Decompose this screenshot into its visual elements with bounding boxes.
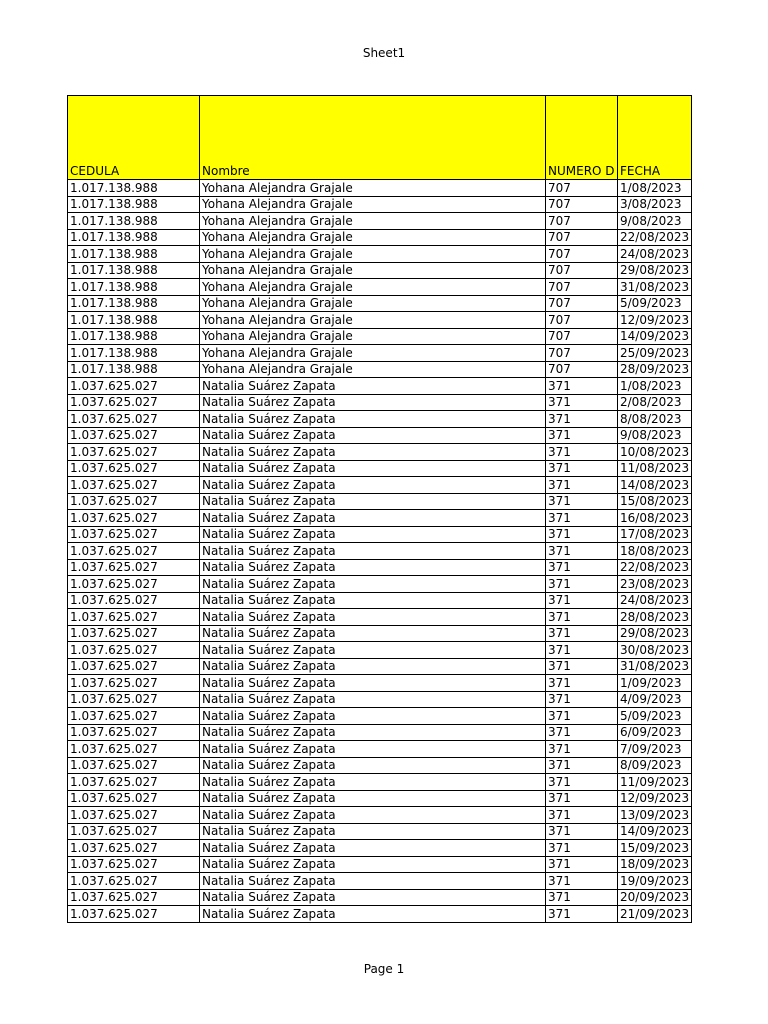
cell-nombre: Natalia Suárez Zapata [200,708,546,725]
cell-numero: 371 [546,741,618,758]
cell-fecha: 1/09/2023 [618,675,692,692]
cell-cedula: 1.037.625.027 [68,757,200,774]
cell-numero: 371 [546,477,618,494]
cell-nombre: Natalia Suárez Zapata [200,444,546,461]
table-row [68,658,692,675]
cell-cedula: 1.037.625.027 [68,889,200,906]
cell-fecha: 8/08/2023 [618,411,692,428]
cell-nombre: Natalia Suárez Zapata [200,675,546,692]
cell-nombre: Natalia Suárez Zapata [200,427,546,444]
cell-cedula: 1.037.625.027 [68,906,200,923]
cell-cedula: 1.037.625.027 [68,873,200,890]
cell-nombre: Natalia Suárez Zapata [200,840,546,857]
cell-numero: 707 [546,279,618,296]
cell-numero: 707 [546,196,618,213]
table-row [68,345,692,362]
cell-cedula: 1.037.625.027 [68,741,200,758]
cell-fecha: 5/09/2023 [618,295,692,312]
cell-cedula: 1.037.625.027 [68,444,200,461]
cell-numero: 371 [546,493,618,510]
cell-fecha: 9/08/2023 [618,427,692,444]
table-row [68,279,692,296]
cell-numero: 371 [546,460,618,477]
cell-cedula: 1.037.625.027 [68,592,200,609]
cell-numero: 371 [546,625,618,642]
cell-cedula: 1.037.625.027 [68,790,200,807]
cell-cedula: 1.017.138.988 [68,262,200,279]
cell-nombre: Yohana Alejandra Grajale [200,180,546,197]
column-header-numero: NUMERO D [546,96,618,180]
cell-cedula: 1.017.138.988 [68,295,200,312]
cell-numero: 371 [546,394,618,411]
cell-numero: 707 [546,213,618,230]
table-row [68,576,692,593]
cell-fecha: 22/08/2023 [618,229,692,246]
table-row [68,906,692,923]
table-row [68,807,692,824]
cell-cedula: 1.037.625.027 [68,675,200,692]
sheet-title: Sheet1 [362,46,406,60]
cell-cedula: 1.037.625.027 [68,724,200,741]
cell-cedula: 1.017.138.988 [68,213,200,230]
cell-fecha: 28/09/2023 [618,361,692,378]
cell-cedula: 1.037.625.027 [68,823,200,840]
cell-cedula: 1.037.625.027 [68,394,200,411]
cell-cedula: 1.037.625.027 [68,658,200,675]
table-row [68,790,692,807]
cell-fecha: 11/09/2023 [618,774,692,791]
cell-numero: 371 [546,543,618,560]
cell-cedula: 1.037.625.027 [68,691,200,708]
cell-cedula: 1.037.625.027 [68,708,200,725]
cell-nombre: Natalia Suárez Zapata [200,741,546,758]
cell-numero: 371 [546,856,618,873]
cell-nombre: Natalia Suárez Zapata [200,807,546,824]
cell-nombre: Natalia Suárez Zapata [200,757,546,774]
cell-numero: 371 [546,823,618,840]
table-row [68,213,692,230]
cell-fecha: 14/08/2023 [618,477,692,494]
cell-numero: 371 [546,642,618,659]
table-row [68,675,692,692]
cell-nombre: Yohana Alejandra Grajale [200,213,546,230]
cell-fecha: 15/08/2023 [618,493,692,510]
cell-numero: 371 [546,411,618,428]
cell-nombre: Natalia Suárez Zapata [200,906,546,923]
cell-numero: 371 [546,790,618,807]
cell-nombre: Natalia Suárez Zapata [200,559,546,576]
cell-nombre: Natalia Suárez Zapata [200,592,546,609]
cell-nombre: Natalia Suárez Zapata [200,411,546,428]
cell-cedula: 1.037.625.027 [68,543,200,560]
cell-cedula: 1.037.625.027 [68,642,200,659]
cell-numero: 371 [546,691,618,708]
cell-nombre: Natalia Suárez Zapata [200,625,546,642]
table-row [68,757,692,774]
cell-numero: 371 [546,609,618,626]
cell-cedula: 1.017.138.988 [68,196,200,213]
cell-fecha: 9/08/2023 [618,213,692,230]
cell-nombre: Natalia Suárez Zapata [200,510,546,527]
cell-numero: 371 [546,889,618,906]
cell-cedula: 1.037.625.027 [68,510,200,527]
table-row [68,460,692,477]
table-row [68,427,692,444]
cell-fecha: 16/08/2023 [618,510,692,527]
cell-nombre: Natalia Suárez Zapata [200,576,546,593]
cell-cedula: 1.017.138.988 [68,229,200,246]
table-row [68,708,692,725]
cell-cedula: 1.017.138.988 [68,180,200,197]
cell-fecha: 1/08/2023 [618,180,692,197]
cell-numero: 371 [546,708,618,725]
table-row [68,609,692,626]
cell-cedula: 1.037.625.027 [68,477,200,494]
cell-fecha: 23/08/2023 [618,576,692,593]
table-row [68,477,692,494]
header-row [68,96,692,180]
cell-numero: 707 [546,328,618,345]
cell-cedula: 1.017.138.988 [68,279,200,296]
cell-cedula: 1.037.625.027 [68,625,200,642]
cell-numero: 707 [546,295,618,312]
cell-numero: 707 [546,361,618,378]
cell-numero: 707 [546,180,618,197]
cell-fecha: 7/09/2023 [618,741,692,758]
cell-cedula: 1.017.138.988 [68,328,200,345]
cell-fecha: 17/08/2023 [618,526,692,543]
table-row [68,724,692,741]
cell-nombre: Yohana Alejandra Grajale [200,328,546,345]
cell-fecha: 19/09/2023 [618,873,692,890]
cell-numero: 371 [546,658,618,675]
column-header-cedula: CEDULA [68,96,200,180]
cell-cedula: 1.037.625.027 [68,460,200,477]
cell-cedula: 1.017.138.988 [68,345,200,362]
cell-fecha: 24/08/2023 [618,246,692,263]
cell-fecha: 3/08/2023 [618,196,692,213]
table-row [68,889,692,906]
table-row [68,312,692,329]
cell-numero: 371 [546,906,618,923]
cell-cedula: 1.037.625.027 [68,856,200,873]
cell-nombre: Natalia Suárez Zapata [200,724,546,741]
cell-nombre: Natalia Suárez Zapata [200,774,546,791]
cell-numero: 707 [546,345,618,362]
cell-numero: 707 [546,229,618,246]
cell-nombre: Natalia Suárez Zapata [200,790,546,807]
cell-nombre: Natalia Suárez Zapata [200,889,546,906]
cell-nombre: Natalia Suárez Zapata [200,823,546,840]
cell-numero: 371 [546,724,618,741]
table-row [68,774,692,791]
cell-cedula: 1.017.138.988 [68,246,200,263]
column-header-fecha: FECHA [618,96,692,180]
table-row [68,856,692,873]
table-row [68,196,692,213]
table-row [68,873,692,890]
page-number: Page 1 [363,962,405,976]
cell-cedula: 1.037.625.027 [68,807,200,824]
cell-nombre: Natalia Suárez Zapata [200,394,546,411]
table-row [68,592,692,609]
table-row [68,559,692,576]
cell-fecha: 5/09/2023 [618,708,692,725]
table-row [68,823,692,840]
cell-nombre: Natalia Suárez Zapata [200,873,546,890]
cell-numero: 371 [546,559,618,576]
table-row [68,361,692,378]
cell-fecha: 1/08/2023 [618,378,692,395]
cell-fecha: 31/08/2023 [618,658,692,675]
cell-numero: 371 [546,444,618,461]
cell-cedula: 1.037.625.027 [68,559,200,576]
cell-numero: 371 [546,526,618,543]
cell-fecha: 29/08/2023 [618,625,692,642]
table-header [68,96,692,180]
table-body [68,180,692,923]
cell-fecha: 15/09/2023 [618,840,692,857]
cell-numero: 371 [546,576,618,593]
cell-fecha: 11/08/2023 [618,460,692,477]
cell-fecha: 29/08/2023 [618,262,692,279]
cell-nombre: Natalia Suárez Zapata [200,543,546,560]
table-row [68,493,692,510]
cell-fecha: 31/08/2023 [618,279,692,296]
cell-numero: 371 [546,873,618,890]
cell-numero: 371 [546,427,618,444]
cell-fecha: 14/09/2023 [618,823,692,840]
cell-cedula: 1.037.625.027 [68,609,200,626]
cell-numero: 707 [546,262,618,279]
cell-fecha: 12/09/2023 [618,790,692,807]
cell-fecha: 10/08/2023 [618,444,692,461]
cell-cedula: 1.037.625.027 [68,427,200,444]
cell-cedula: 1.037.625.027 [68,840,200,857]
cell-fecha: 14/09/2023 [618,328,692,345]
cell-cedula: 1.037.625.027 [68,576,200,593]
cell-fecha: 12/09/2023 [618,312,692,329]
cell-cedula: 1.037.625.027 [68,411,200,428]
cell-nombre: Natalia Suárez Zapata [200,856,546,873]
cell-numero: 371 [546,757,618,774]
column-header-nombre: Nombre [200,96,546,180]
cell-fecha: 2/08/2023 [618,394,692,411]
table-row [68,394,692,411]
cell-fecha: 18/09/2023 [618,856,692,873]
cell-nombre: Natalia Suárez Zapata [200,477,546,494]
cell-nombre: Natalia Suárez Zapata [200,378,546,395]
cell-nombre: Yohana Alejandra Grajale [200,361,546,378]
cell-numero: 371 [546,510,618,527]
table-row [68,328,692,345]
table-row [68,691,692,708]
table-row [68,246,692,263]
cell-nombre: Yohana Alejandra Grajale [200,279,546,296]
cell-cedula: 1.017.138.988 [68,361,200,378]
cell-fecha: 25/09/2023 [618,345,692,362]
table-row [68,741,692,758]
cell-numero: 371 [546,840,618,857]
cell-nombre: Natalia Suárez Zapata [200,642,546,659]
cell-nombre: Natalia Suárez Zapata [200,460,546,477]
cell-numero: 371 [546,378,618,395]
cell-numero: 707 [546,246,618,263]
cell-numero: 371 [546,592,618,609]
table-row [68,526,692,543]
cell-nombre: Natalia Suárez Zapata [200,658,546,675]
table-row [68,378,692,395]
cell-nombre: Yohana Alejandra Grajale [200,312,546,329]
cell-fecha: 4/09/2023 [618,691,692,708]
cell-nombre: Yohana Alejandra Grajale [200,262,546,279]
cell-nombre: Yohana Alejandra Grajale [200,345,546,362]
table-row [68,411,692,428]
cell-fecha: 30/08/2023 [618,642,692,659]
cell-cedula: 1.037.625.027 [68,774,200,791]
cell-fecha: 18/08/2023 [618,543,692,560]
cell-numero: 371 [546,774,618,791]
cell-fecha: 21/09/2023 [618,906,692,923]
cell-cedula: 1.037.625.027 [68,378,200,395]
cell-fecha: 8/09/2023 [618,757,692,774]
cell-nombre: Yohana Alejandra Grajale [200,246,546,263]
cell-fecha: 22/08/2023 [618,559,692,576]
cell-fecha: 20/09/2023 [618,889,692,906]
cell-fecha: 24/08/2023 [618,592,692,609]
cell-nombre: Yohana Alejandra Grajale [200,196,546,213]
cell-nombre: Yohana Alejandra Grajale [200,295,546,312]
table-row [68,642,692,659]
cell-nombre: Natalia Suárez Zapata [200,526,546,543]
table-row [68,229,692,246]
data-table [67,95,692,923]
table-row [68,840,692,857]
table-row [68,444,692,461]
cell-fecha: 28/08/2023 [618,609,692,626]
table-row [68,510,692,527]
cell-numero: 707 [546,312,618,329]
table-row [68,625,692,642]
cell-nombre: Natalia Suárez Zapata [200,609,546,626]
cell-fecha: 6/09/2023 [618,724,692,741]
table-row [68,262,692,279]
cell-nombre: Yohana Alejandra Grajale [200,229,546,246]
cell-numero: 371 [546,807,618,824]
table-row [68,295,692,312]
cell-cedula: 1.037.625.027 [68,493,200,510]
cell-nombre: Natalia Suárez Zapata [200,691,546,708]
table-row [68,180,692,197]
cell-fecha: 13/09/2023 [618,807,692,824]
cell-cedula: 1.037.625.027 [68,526,200,543]
table-row [68,543,692,560]
cell-cedula: 1.017.138.988 [68,312,200,329]
cell-nombre: Natalia Suárez Zapata [200,493,546,510]
cell-numero: 371 [546,675,618,692]
